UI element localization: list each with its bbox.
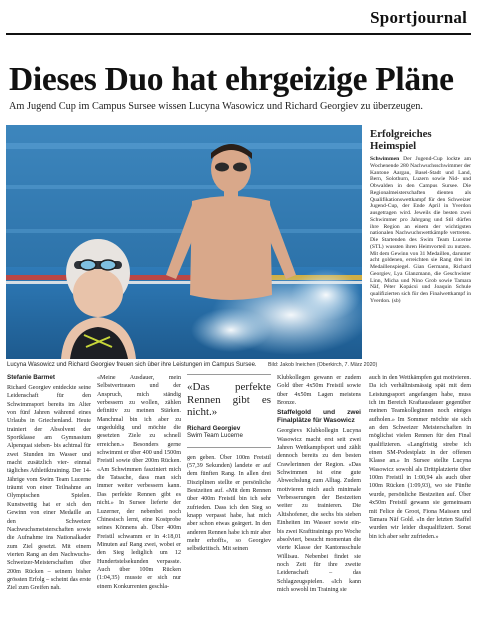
pull-quote-author: Richard Georgiev: [187, 424, 241, 432]
photo-illustration: [6, 125, 362, 359]
article-column-2: [97, 374, 181, 591]
column-4-text-a: Klubkollegen gewann er zudem Gold über 4x50m Freistil sowie über 4x50m Lagen meistens Bronze.: [277, 375, 361, 407]
sidebar-text: Der Jugend-Cup lockte am Wochenende 280 Nachwuchsschwimmer der Kantone Aargau, Basel-Stadt und Land, Bern, Solothurn, Luzern sowie Nid- und Obwalden in den Campus Sursee. Die Regionalmeisterschaften dienten als Qualifikationswettkampf für den Schweizer Jugend-Cup, der Ende April in Yverdon ausgetragen wird. Jeweils die besten zwei Schwimmer pro Jahrgang und Stil dürfen ihre Region an einem der wichtigsten nationalen Nachwuchswettkämpfe vertreten. Die Startenden des Swim Team Lucerne (STL) wussten ihren Heimvorteil zu nutzen. Mit dem Gewinn von 31 Medaillen, darunter acht goldenen, erreichten sie Rang drei im Medaillenspiegel. Gian Germann, Richard Georgiev, Lya Glanzmann, die Geschwister Linn, Micha und Nino Grob sowie Tamara Näf, Péter Kopácsi und Joaquin Schule qualifizierten sich für den Finalwettkampf in Yverdon. (sb): [370, 156, 471, 304]
article-column-1: [7, 374, 91, 593]
sidebar-title: Erfolgreiches Heimspiel: [370, 128, 432, 152]
photo-caption: Lucyna Wasowicz und Richard Georgiev freuen sich über ihre Leistungen im Campus Sursee.: [7, 362, 257, 368]
subheading: Staffelgold und zwei Finalplätze für Wasowicz: [277, 409, 361, 425]
column-5-text: auch in den Wettkämpfen gut motivieren. Da ich verhältnismässig spät mit dem Leistungssport angefangen habe, muss ich im Bereich Kraftausdauer gegenüber meinen Teamkolleginnen noch einiges aufholen.» Im Sommer möchte sie sich an den Schweizer Meisterschaften in möglichst vielen Rennen für den Final qualifizieren. «Langfristig strebe ich einen SM-Podestplatz in der offenen Klasse an.» In Sursee stellte Lucyna Wasowicz sowohl als Drittplatzierte über 100m Freistil in 1:00,94 als auch über 100m Rücken (1:09,93), wo sie Fünfte wurde, persönliche Bestzeiten auf. Über 4x50m Freistil gewann sie gemeinsam mit Felice de Groot, Fiona Maissen und Tamara Näf Gold. «In der letzten Staffel wurden wir leider disqualifiziert. Sonst bin ich aber sehr zufrieden.»: [369, 375, 471, 540]
pull-quote-text: «Das perfekte Rennen gibt es nicht.»: [187, 381, 271, 418]
sidebar-box: [370, 125, 471, 365]
column-4-text-b: Georgievs Klubkollegin Lucyna Wasowicz macht erst seit zwei Jahren Wettkampfsport und zählt dennoch bereits zu den besten Crawlerinnen der Region. «Das Schwimmen ist eine gute Abwechslung zum Alltag. Zudem motivieren mich auch minimale Verbesserungen der Bestzeiten weiter zu trainieren. Die Altishofener, die sechs bis sieben Einheiten im Wasser sowie ein- bis zwei Krafttrainings pro Woche absolviert, besucht momentan die vierte Klasse der Kantonsschule Willisau. Nebenbei findet sie noch Zeit für ihre zweite Leidenschaft – das Schlagzeugspielen. «Ich kann mich sowohl im Training sie: [277, 428, 361, 593]
column-2-text: «Meine Ausdauer, mein Selbstvertrauen und der Anspruch, mich ständig verbessern zu wollen, zählen definitiv zu meinen Stärken. Manchmal bin ich aber zu ungeduldig und möchte die gesetzten Ziele zu schnell erreichen.» Besonders gerne schwimmt er über 400 und 1500m Freistil sowie über 200m Rücken. «Am Schwimmen fasziniert mich die Tatsache, dass man sich immer weiter verbessern kann. Das perfekte Rennen gibt es nicht.» In Sursee lieferte der Luzerner, der nebenbei noch Chinesisch lernt, eine Kostprobe seines Könnens ab. Über 400m Freistil schwamm er in 4:18,01 Minuten auf Rang zwei, wobei er den Sieg lediglich um 12 Hundertstelsekunden verpasste. Auch über 100m Rücken (1:04,35) musste er sich nur einem Konkurrenten geschla-: [97, 375, 181, 590]
article-column-3: [187, 374, 271, 554]
rubric-rule: [6, 33, 471, 35]
sidebar-lead: Schwimmen: [370, 156, 400, 162]
photo-credit: Bild: Jakob Ineichen (Oberkirch, 7. März 2020): [268, 362, 378, 368]
headline: Dieses Duo hat ehrgeizige Pläne: [9, 61, 454, 98]
pull-quote-role: Swim Team Lucerne: [187, 431, 243, 439]
author-byline: Stefanie Barmet: [7, 374, 55, 381]
section-rubric: Sportjournal: [370, 8, 467, 27]
pull-quote-rule: [187, 447, 271, 448]
column-3-text: gen geben. Über 100m Freistil (57,39 Sekunden) landete er auf dem fünften Rang. In allen drei Disziplinen stellte er persönliche Bestzeiten auf. «Mit dem Rennen über 400m Freistil bin ich sehr zufrieden. Dass ich den Sieg so knapp verpasst habe, hat mich aber schon etwas geärgert. In den anderen Rennen habe ich mir aber mehr erhofft», so Georgiev selbstkritisch. Mit seinen: [187, 454, 271, 553]
column-1-text: Richard Georgiev entdeckte seine Leidenschaft für den Schwimmsport bereits im Alter von fünf Jahren während eines Urlaubs in Griechenland. Heute trainiert der Absolvent der Sportklasse am Gymnasium Alpenquai sieben- bis achtmal für zwei Stunden im Wasser und macht zusätzlich vier- einmal tägliches Athletiktraining. Der 14-Jährige vom Swim Team Lucerne träumt von einer Teilnahme an Olympischen Spielen. Kunstwettig hat er sich den Gewinn von einer Medaille an den Schweizer Nachwuchsmeisterschaften sowie die Aufnahme ins Nationalkader zum Ziel gesetzt. Mit einem vierten Rang an den Nachwuchs-Schweizer-Meisterschaften über 200m Rücken – seinem bisher grössten Erfolg – scheint das erste Ziel zum Greifen nah.: [7, 385, 91, 592]
sidebar-body: [370, 156, 471, 305]
swimmers-photo: [6, 125, 362, 359]
article-column-4: [277, 374, 361, 594]
pull-quote: [187, 374, 271, 448]
subhead: Am Jugend Cup im Campus Sursee wissen Lucyna Wasowicz und Richard Georgiev zu überzeugen.: [9, 101, 424, 112]
article-column-5: [369, 374, 471, 541]
